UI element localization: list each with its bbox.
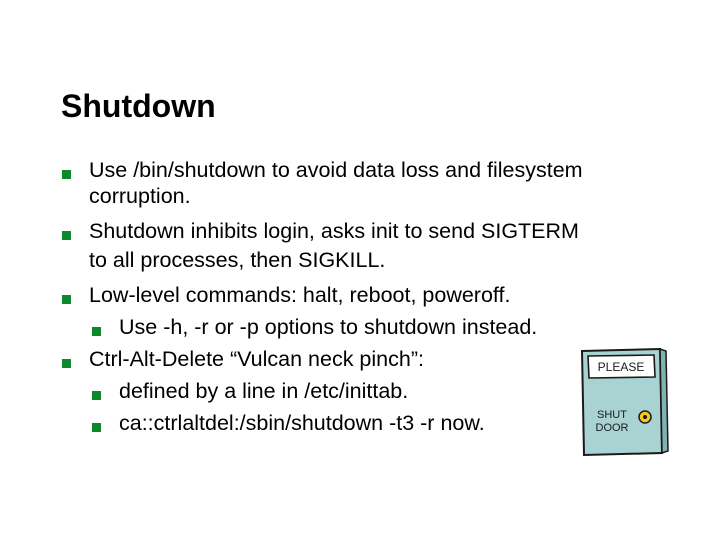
bullet-text: Low-level commands: halt, reboot, poweroff. xyxy=(89,283,511,307)
bullet-text: to all processes, then SIGKILL. xyxy=(89,248,386,272)
bullet-square-icon xyxy=(62,170,71,179)
sub-bullet-square-icon xyxy=(92,327,101,336)
bullet-text: Use /bin/shutdown to avoid data loss and filesystem xyxy=(89,158,583,182)
door-shut-text: SHUT xyxy=(597,409,627,421)
door-door-text: DOOR xyxy=(595,422,629,434)
shut-door-illustration xyxy=(576,345,676,457)
bullet-text: corruption. xyxy=(89,184,191,208)
sub-bullet-text: Use -h, -r or -p options to shutdown instead. xyxy=(119,315,538,339)
sub-bullet-square-icon xyxy=(92,423,101,432)
bullet-square-icon xyxy=(62,231,71,240)
sub-bullet-square-icon xyxy=(92,391,101,400)
slide-title: Shutdown xyxy=(61,88,216,124)
bullet-text: Ctrl-Alt-Delete “Vulcan neck pinch”: xyxy=(89,347,424,371)
bullet-square-icon xyxy=(62,359,71,368)
bullet-text: Shutdown inhibits login, asks init to send SIGTERM xyxy=(89,219,579,243)
sub-bullet-text: ca::ctrlaltdel:/sbin/shutdown -t3 -r now. xyxy=(119,411,485,435)
sign-please-text: PLEASE xyxy=(597,360,645,374)
door-icon xyxy=(576,345,676,457)
sub-bullet-text: defined by a line in /etc/inittab. xyxy=(119,379,409,403)
bullet-square-icon xyxy=(62,295,71,304)
